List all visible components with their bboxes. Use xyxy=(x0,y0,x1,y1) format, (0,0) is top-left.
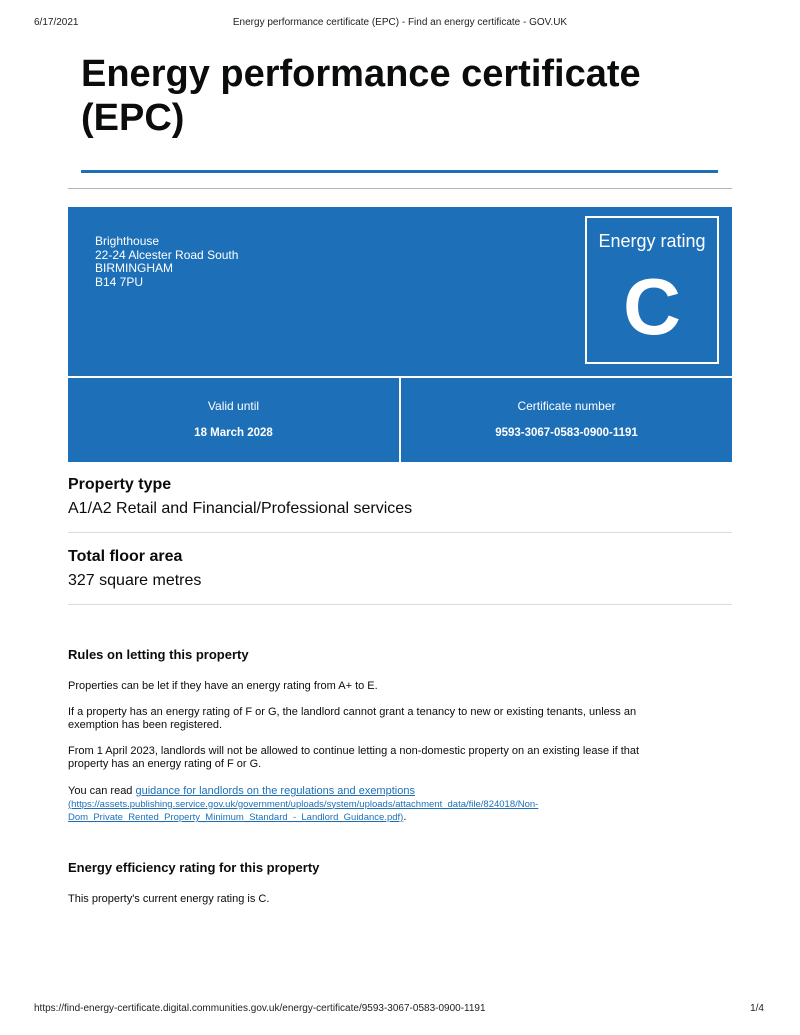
letting-rules-paragraph-1: Properties can be let if they have an energy rating from A+ to E. xyxy=(68,680,378,692)
print-page-number: 1/4 xyxy=(750,1003,764,1014)
valid-until-label: Valid until xyxy=(207,399,260,413)
floor-area-heading: Total floor area xyxy=(68,548,183,565)
address-line-4: B14 7PU xyxy=(95,274,144,289)
paragraph-line: If a property has an energy rating of F or G, the landlord cannot grant a tenancy to new or existing tenants, unless an xyxy=(68,706,637,718)
address-line-1: Brighthouse xyxy=(95,234,160,248)
address-line-3: BIRMINGHAM xyxy=(95,261,173,275)
paragraph-text: . xyxy=(403,811,407,823)
certificate-number-label: Certificate number xyxy=(517,399,616,413)
floor-area-value: 327 square metres xyxy=(68,572,202,589)
energy-rating-box xyxy=(585,216,719,364)
guidance-url-line-1[interactable]: (https://assets.publishing.service.gov.uk/government/uploads/system/uploads/attachment_data/file/824018/Non- xyxy=(68,798,539,810)
print-header xyxy=(0,17,800,31)
property-type-value: A1/A2 Retail and Financial/Professional services xyxy=(68,500,413,517)
print-url: https://find-energy-certificate.digital.communities.gov.uk/energy-certificate/9593-3067-0583-0900-1191 xyxy=(34,1003,486,1014)
property-address xyxy=(95,235,238,289)
energy-rating-letter: C xyxy=(623,262,681,351)
page-title xyxy=(81,52,721,140)
address-line-2: 22-24 Alcester Road South xyxy=(95,247,239,262)
energy-efficiency-heading: Energy efficiency rating for this property xyxy=(68,860,320,875)
letting-rules-heading: Rules on letting this property xyxy=(68,647,249,662)
guidance-url-line-2[interactable]: Dom_Private_Rented_Property_Minimum_Standard_-_Landlord_Guidance.pdf) xyxy=(68,812,404,823)
letting-rules-paragraph-2 xyxy=(68,706,708,731)
paragraph-line: exemption has been registered. xyxy=(68,718,223,731)
letting-rules-paragraph-4 xyxy=(68,785,708,825)
section-divider xyxy=(68,188,732,189)
paragraph-line: property has an energy rating of F or G. xyxy=(68,757,262,770)
print-date: 6/17/2021 xyxy=(34,17,79,28)
energy-efficiency-text: This property's current energy rating is C. xyxy=(68,893,270,905)
page-title-line-2: (EPC) xyxy=(81,97,185,139)
valid-until-value: 18 March 2028 xyxy=(194,427,273,439)
summary-divider xyxy=(68,604,732,605)
certificate-number-cell xyxy=(401,378,732,462)
paragraph-line: From 1 April 2023, landlords will not be allowed to continue letting a non-domestic property on an existing lease if that xyxy=(68,745,640,757)
title-underline xyxy=(81,170,718,173)
paragraph-text: You can read xyxy=(68,785,136,797)
certificate-number-value: 9593-3067-0583-0900-1191 xyxy=(495,427,638,439)
print-page-title: Energy performance certificate (EPC) - Find an energy certificate - GOV.UK xyxy=(232,17,568,28)
letting-rules-paragraph-3 xyxy=(68,745,708,770)
page-title-line-1: Energy performance certificate xyxy=(81,53,641,95)
energy-rating-label: Energy rating xyxy=(598,231,706,251)
valid-until-cell xyxy=(68,378,399,462)
epc-certificate-panel xyxy=(68,207,732,462)
property-type-heading: Property type xyxy=(68,476,172,493)
summary-divider xyxy=(68,532,732,533)
guidance-link[interactable]: guidance for landlords on the regulations and exemptions xyxy=(135,785,415,797)
